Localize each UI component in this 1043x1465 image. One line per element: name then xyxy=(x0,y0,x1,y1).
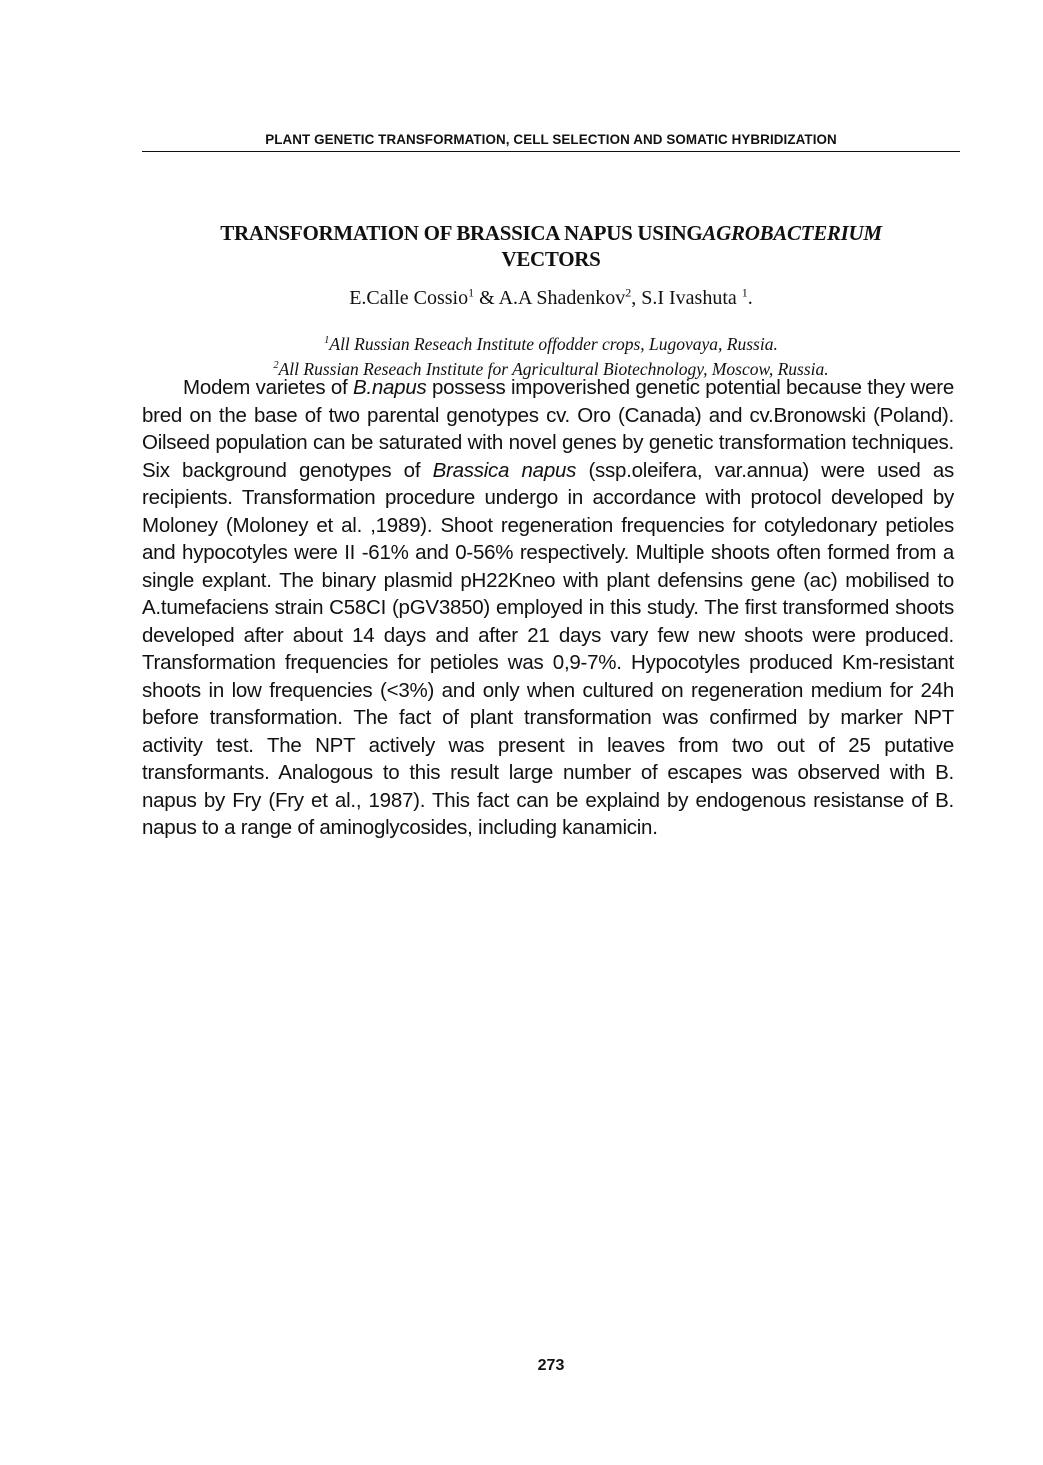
author-3-affiliation: 1 xyxy=(741,285,748,300)
title-main: TRANSFORMATION OF BRASSICA NAPUS USING xyxy=(220,221,703,245)
title-italic: AGROBACTERIUM xyxy=(702,221,882,245)
abstract-paragraph xyxy=(142,374,954,842)
affiliation-1 xyxy=(142,332,960,357)
abstract-text-2: possess impoverished genetic potential because they were bred on the base of two parental genotypes cv. Oro (Canada) and cv.Bronowski (Poland). Oilseed population can be saturated with novel genes by genetic transformation techniques. Six background genotypes of xyxy=(142,376,954,482)
abstract-species-2: Brassica napus xyxy=(432,458,577,482)
page-number: 273 xyxy=(537,1357,565,1374)
author-3: , S.I Ivashuta xyxy=(631,287,742,309)
affiliation-1-number: 1 xyxy=(324,335,330,347)
article-title xyxy=(142,220,960,272)
abstract-text-1: Modem varietes of xyxy=(183,376,354,399)
author-1-affiliation: 1 xyxy=(468,285,475,300)
title-end: VECTORS xyxy=(501,247,601,271)
author-1: E.Calle Cossio xyxy=(349,287,469,309)
running-header: PLANT GENETIC TRANSFORMATION, CELL SELECTION AND SOMATIC HYBRIDIZATION xyxy=(265,132,837,147)
author-2-affiliation: 2 xyxy=(625,285,632,300)
affiliation-2-number: 2 xyxy=(273,360,279,372)
author-line xyxy=(142,286,960,310)
abstract-species-1: B.napus xyxy=(353,376,427,399)
header-rule xyxy=(142,151,960,152)
author-line-end: . xyxy=(747,287,753,309)
affiliation-2-text: All Russian Reseach Institute for Agricultural Biotechnology, Moscow, Russia. xyxy=(278,359,829,379)
affiliation-1-text: All Russian Reseach Institute offodder crops, Lugovaya, Russia. xyxy=(329,334,778,354)
author-2: & A.A Shadenkov xyxy=(474,287,626,309)
abstract-text-3: (ssp.oleifera, var.annua) were used as recipients. Transformation procedure undergo in accordance with protocol developed by Moloney (Moloney et al. ,1989). Shoot regeneration frequencies for cotyledonary petioles and hypocotyles were II -61% and 0-56% respectively. Multiple shoots often formed from a single explant. The binary plasmid pH22Kneo with plant defensins gene (ac) mobilised to A.tumefaciens strain C58CI (pGV3850) employed in this study. The first transformed shoots developed after about 14 days and after 21 days vary few new shoots were produced. Transformation frequencies for petioles was 0,9-7%. Hypocotyles produced Km-resistant shoots in low frequencies (<3%) and only when cultured on regeneration medium for 24h before transformation. The fact of plant transformation was confirmed by marker NPT activity test. The NPT actively was present in leaves from two out of 25 putative transformants. Analogous to this result large number of escapes was observed with B. napus by Fry (Fry et al., 1987). This fact can be explaind by endogenous resistanse of B. napus to a range of aminoglycosides, including kanamicin. xyxy=(142,458,954,839)
